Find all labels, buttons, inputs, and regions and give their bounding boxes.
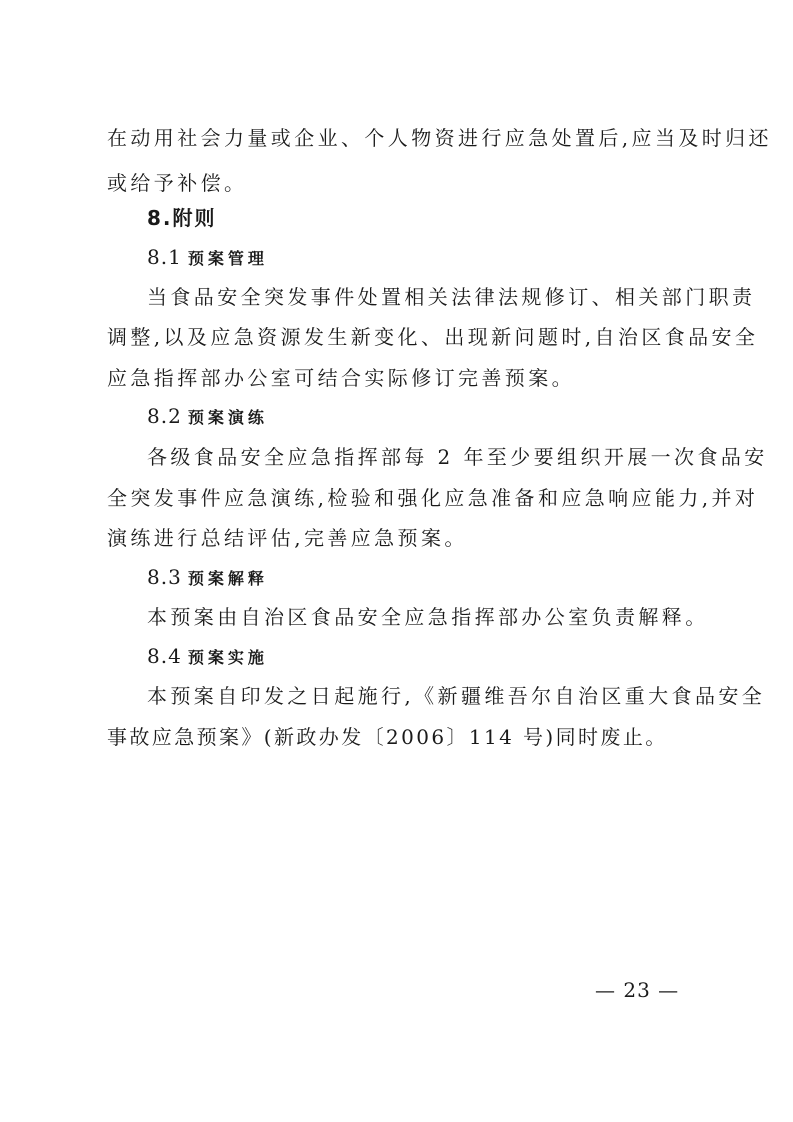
section-8-4-heading — [147, 644, 268, 668]
section-8-3-title: 预案解释 — [187, 569, 268, 588]
section-8-2-title: 预案演练 — [187, 408, 268, 427]
section-8-3-heading — [147, 565, 268, 589]
section-8-1-title: 预案管理 — [187, 249, 268, 268]
section-8-3-number: 8.3 — [147, 565, 182, 589]
paragraph-3-line-1: 各级食品安全应急指挥部每 2 年至少要组织开展一次食品安 — [147, 445, 768, 469]
paragraph-4-line-1: 本预案由自治区食品安全应急指挥部办公室负责解释。 — [147, 605, 709, 629]
section-8-1-heading — [147, 245, 268, 269]
paragraph-3-line-3: 演练进行总结评估,完善应急预案。 — [107, 526, 468, 550]
section-8-1-number: 8.1 — [147, 245, 182, 269]
paragraph-5-line-2: 事故应急预案》(新政办发〔2006〕114 号)同时废止。 — [107, 725, 668, 749]
section-8-heading: 8.附则 — [147, 206, 217, 230]
section-8-2-heading — [147, 404, 268, 428]
page-number: — 23 — — [595, 978, 680, 1002]
paragraph-2-line-2: 调整,以及应急资源发生新变化、出现新问题时,自治区食品安全 — [107, 325, 759, 349]
paragraph-3-line-2: 全突发事件应急演练,检验和强化应急准备和应急响应能力,并对 — [107, 486, 759, 510]
paragraph-2-line-1: 当食品安全突发事件处置相关法律法规修订、相关部门职责 — [147, 285, 756, 309]
section-8-4-title: 预案实施 — [187, 648, 268, 667]
paragraph-2-line-3: 应急指挥部办公室可结合实际修订完善预案。 — [107, 366, 575, 390]
paragraph-1-line-2: 或给予补偿。 — [107, 171, 248, 195]
paragraph-5-line-1: 本预案自印发之日起施行,《新疆维吾尔自治区重大食品安全 — [147, 684, 766, 708]
section-8-4-number: 8.4 — [147, 644, 182, 668]
section-8-2-number: 8.2 — [147, 404, 182, 428]
paragraph-1-line-1: 在动用社会力量或企业、个人物资进行应急处置后,应当及时归还 — [107, 126, 772, 150]
